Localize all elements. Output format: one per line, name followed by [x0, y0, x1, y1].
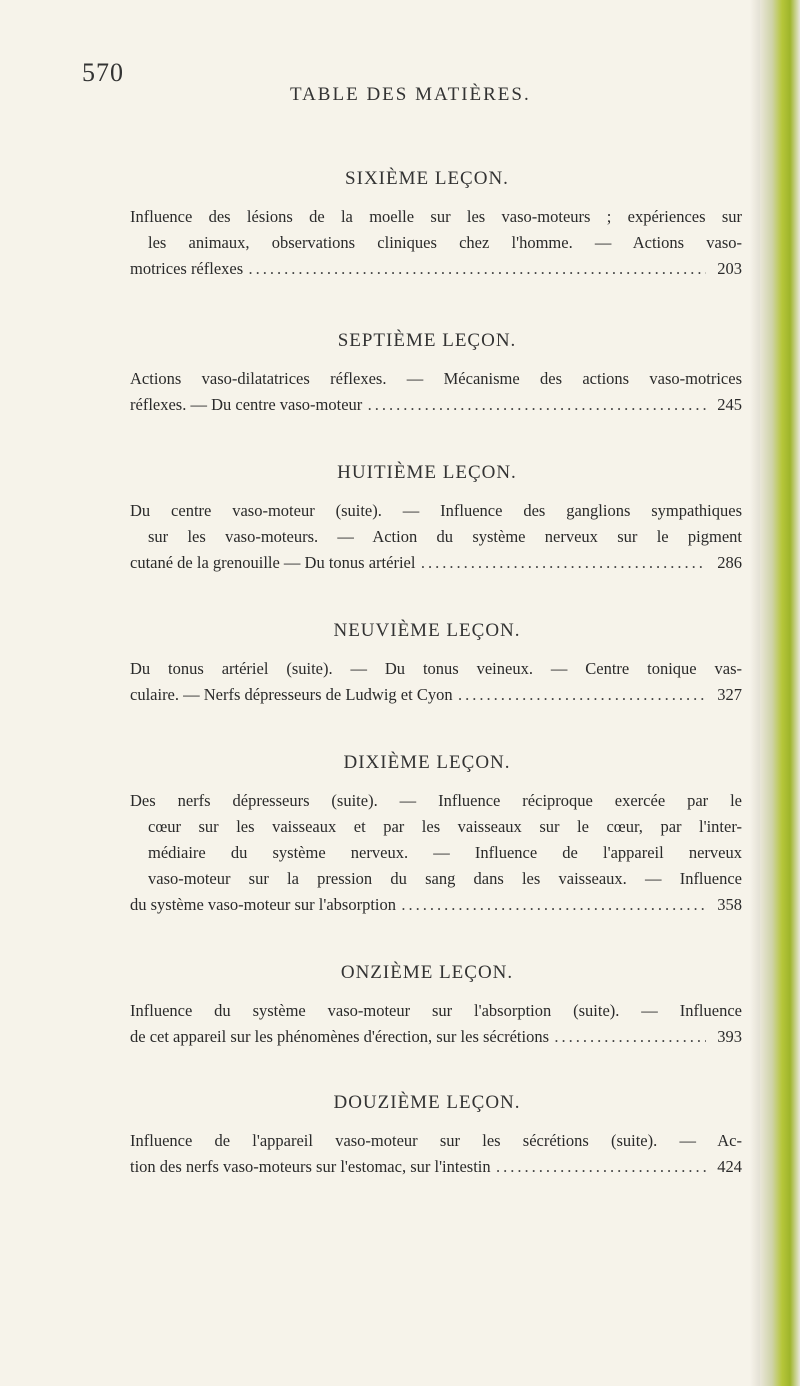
running-head: TABLE DES MATIÈRES. — [290, 84, 531, 105]
entry-last-line — [130, 392, 742, 418]
entry-line: les animaux, observations cliniques chez l'homme. — Actions vaso- — [148, 233, 742, 252]
toc-entry — [112, 1128, 742, 1180]
page-number: 570 — [82, 58, 124, 87]
toc-lesson — [112, 462, 742, 576]
page-edge — [760, 0, 800, 1386]
entry-line: Influence du système vaso-moteur sur l'absorption (suite). — Influence — [130, 1001, 742, 1020]
entry-last-text: réflexes. — Du centre vaso-moteur — [130, 395, 363, 414]
dot-leader — [417, 550, 706, 576]
toc-lesson — [112, 168, 742, 282]
entry-last-text: cutané de la grenouille — Du tonus artériel — [130, 553, 416, 572]
entry-page-number: 286 — [717, 553, 742, 572]
toc-lesson — [112, 330, 742, 418]
entry-line: cœur sur les vaisseaux et par les vaisseaux sur le cœur, par l'inter- — [148, 817, 742, 836]
dot-leader — [551, 1024, 706, 1050]
entry-page-number: 245 — [717, 395, 742, 414]
lesson-title: HUITIÈME LEÇON. — [337, 462, 517, 483]
entry-line: vaso-moteur sur la pression du sang dans les vaisseaux. — Influence — [148, 869, 742, 888]
dot-leader — [398, 892, 706, 918]
entry-line: sur les vaso-moteurs. — Action du système nerveux sur le pigment — [148, 527, 742, 546]
entry-last-text: tion des nerfs vaso-moteurs sur l'estomac, sur l'intestin — [130, 1157, 491, 1176]
toc-lesson — [112, 962, 742, 1050]
toc-entry — [112, 998, 742, 1050]
entry-line: médiaire du système nerveux. — Influence de l'appareil nerveux — [148, 843, 742, 862]
toc-entry — [112, 204, 742, 282]
toc-lesson — [112, 752, 742, 918]
lesson-title: NEUVIÈME LEÇON. — [333, 620, 521, 641]
entry-page-number: 203 — [717, 259, 742, 278]
lesson-title: DOUZIÈME LEÇON. — [333, 1092, 521, 1113]
entry-line: Des nerfs dépresseurs (suite). — Influence réciproque exercée par le — [130, 791, 742, 810]
entry-line: Influence de l'appareil vaso-moteur sur les sécrétions (suite). — Ac- — [130, 1131, 742, 1150]
entry-line: Actions vaso-dilatatrices réflexes. — Mécanisme des actions vaso-motrices — [130, 369, 742, 388]
entry-last-line — [130, 892, 742, 918]
toc-entry — [112, 656, 742, 708]
lesson-title: SEPTIÈME LEÇON. — [337, 330, 517, 351]
toc-entry — [112, 788, 742, 918]
entry-last-line — [130, 1024, 742, 1050]
entry-page-number: 358 — [717, 895, 742, 914]
entry-last-line — [130, 256, 742, 282]
entry-page-number: 327 — [717, 685, 742, 704]
dot-leader — [245, 256, 706, 282]
entry-last-line — [130, 550, 742, 576]
dot-leader — [455, 682, 706, 708]
page-gutter-shadow — [750, 0, 760, 1386]
lesson-title: ONZIÈME LEÇON. — [340, 962, 514, 983]
entry-last-line — [130, 682, 742, 708]
entry-last-text: culaire. — Nerfs dépresseurs de Ludwig et Cyon — [130, 685, 453, 704]
entry-page-number: 393 — [717, 1027, 742, 1046]
toc-lesson — [112, 1092, 742, 1180]
dot-leader — [493, 1154, 706, 1180]
entry-line: Influence des lésions de la moelle sur les vaso-moteurs ; expériences sur — [130, 207, 742, 226]
lesson-title: DIXIÈME LEÇON. — [343, 752, 511, 773]
entry-last-line — [130, 1154, 742, 1180]
entry-page-number: 424 — [717, 1157, 742, 1176]
entry-last-text: motrices réflexes — [130, 259, 244, 278]
toc-lesson — [112, 620, 742, 708]
entry-last-text: de cet appareil sur les phénomènes d'érection, sur les sécrétions — [130, 1027, 549, 1046]
toc-entry — [112, 498, 742, 576]
dot-leader — [364, 392, 706, 418]
toc-entry — [112, 366, 742, 418]
entry-line: Du centre vaso-moteur (suite). — Influence des ganglions sympathiques — [130, 501, 742, 520]
lesson-title: SIXIÈME LEÇON. — [345, 168, 509, 189]
entry-last-text: du système vaso-moteur sur l'absorption — [130, 895, 397, 914]
entry-line: Du tonus artériel (suite). — Du tonus veineux. — Centre tonique vas- — [130, 659, 742, 678]
table-of-contents — [112, 168, 742, 1180]
